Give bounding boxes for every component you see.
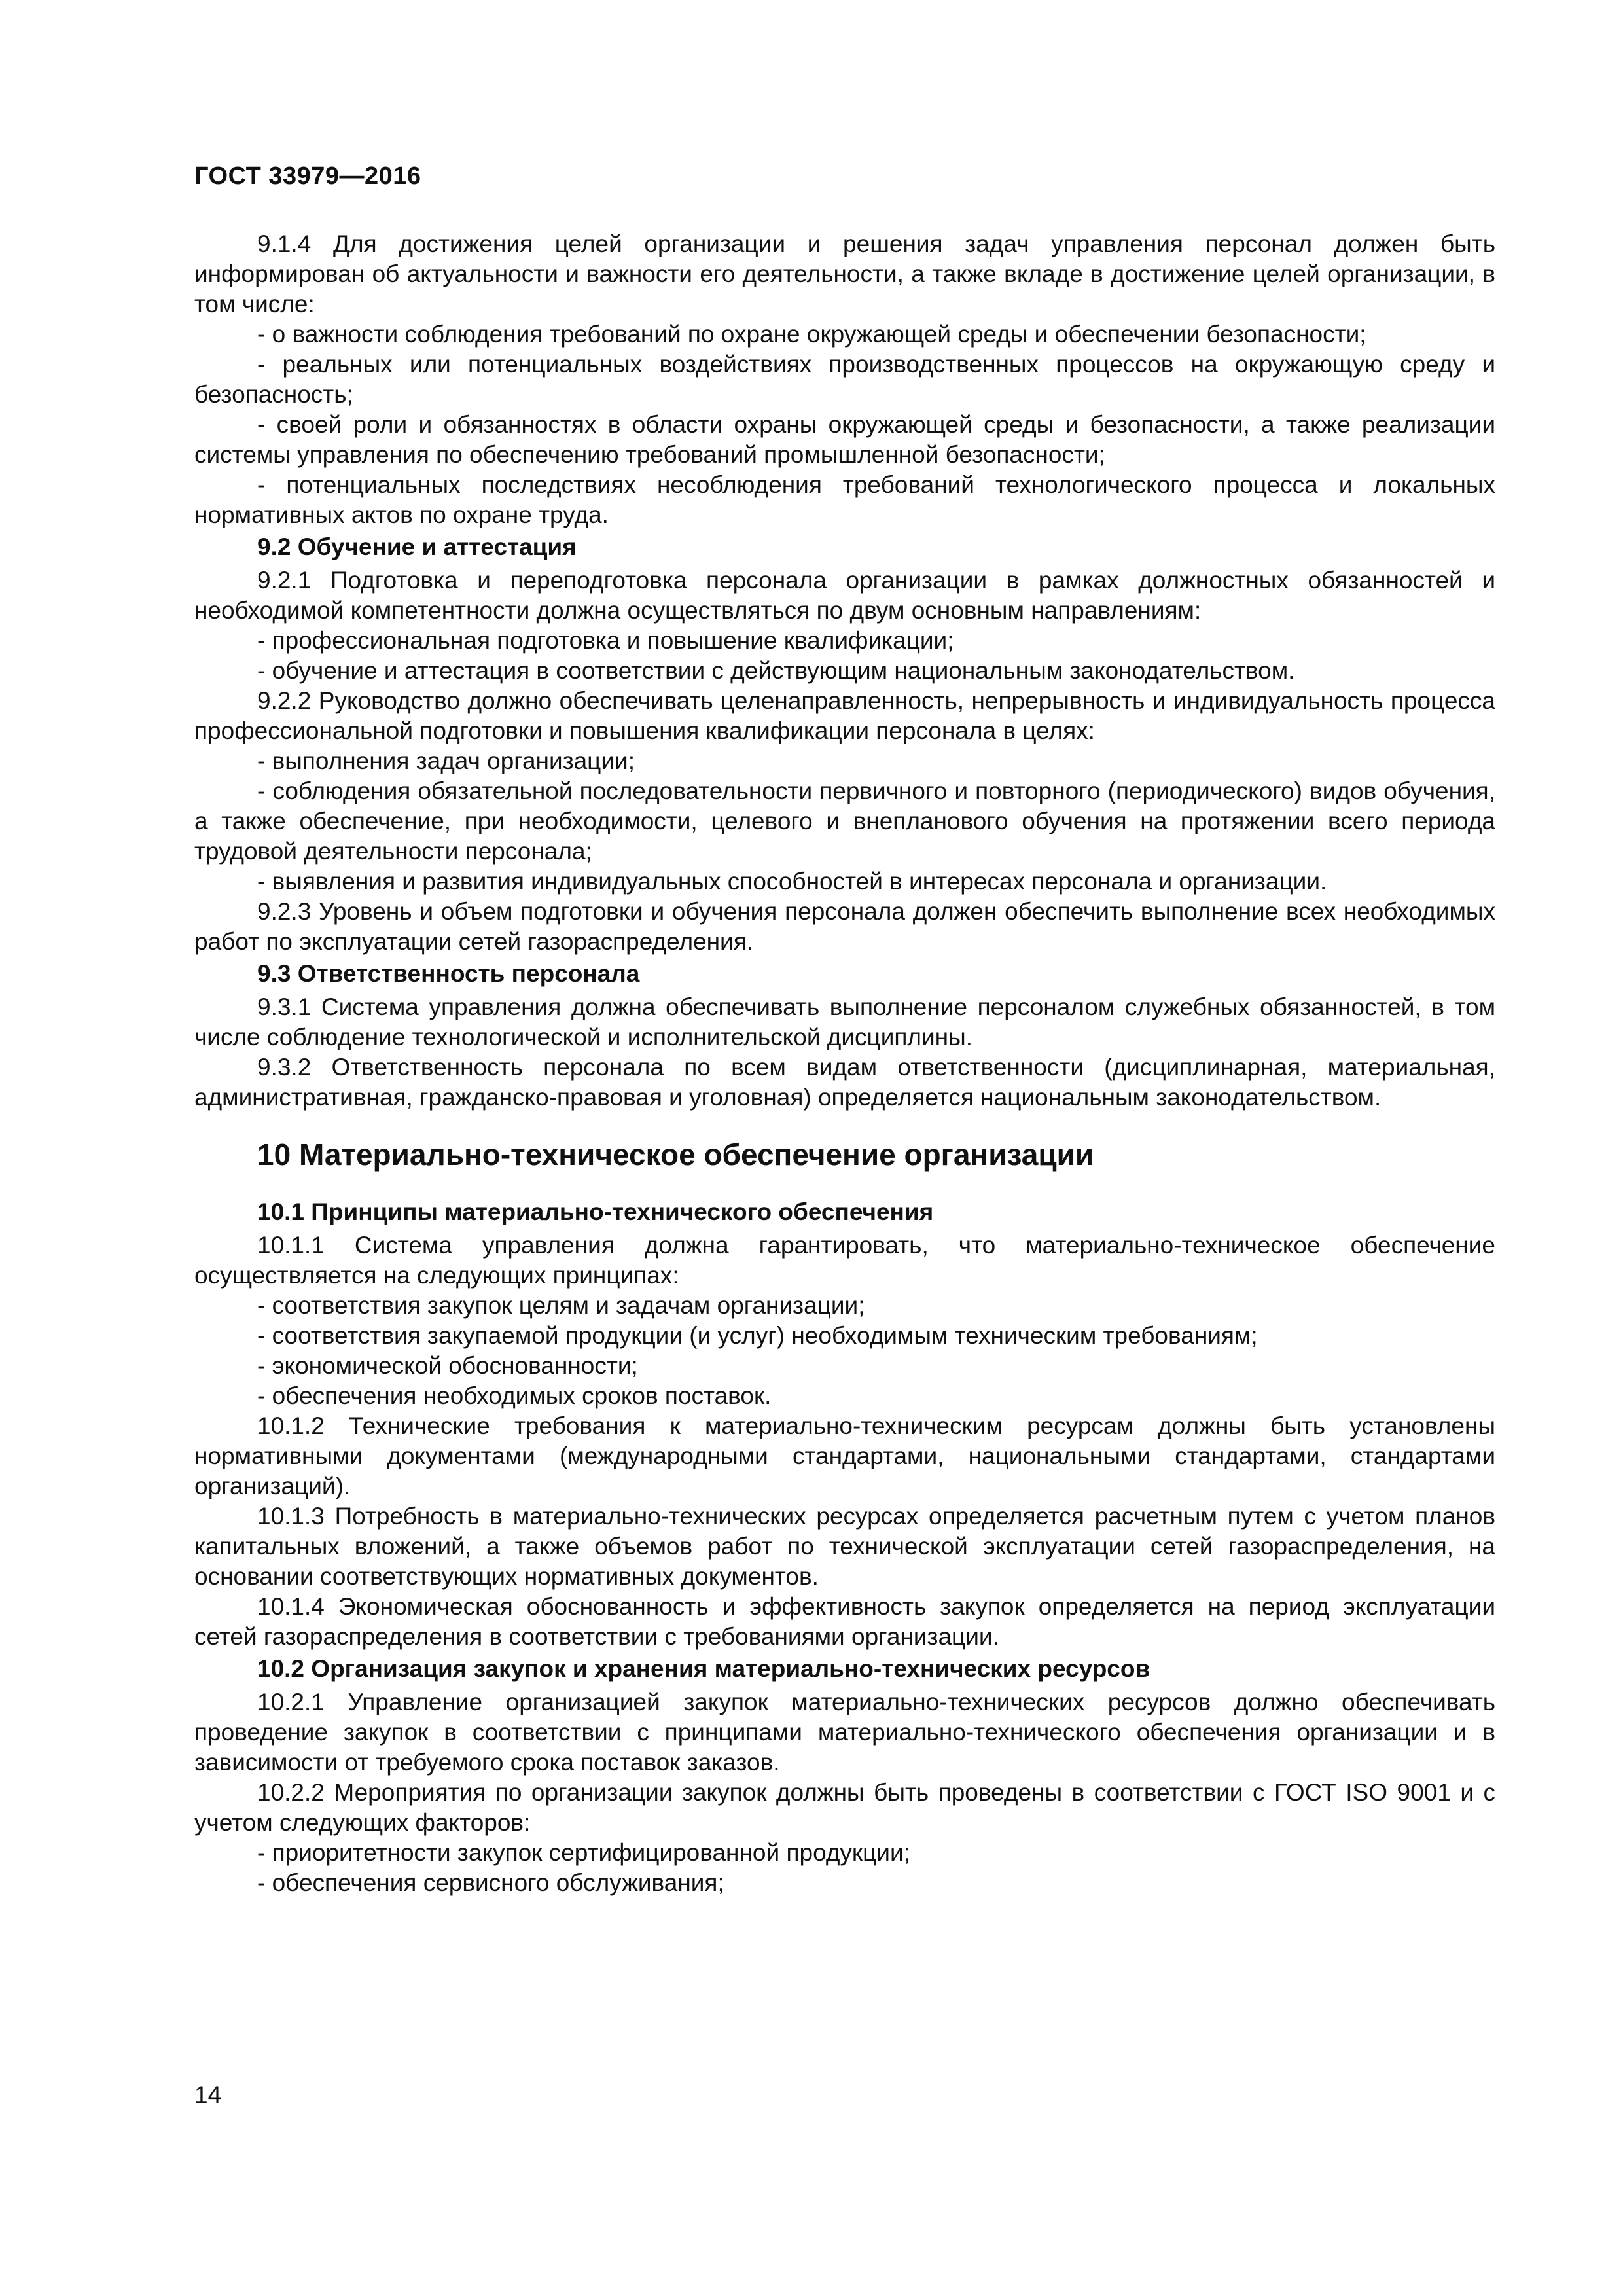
paragraph-10-1-1: 10.1.1 Система управления должна гарантировать, что материально-техническое обеспечение осуществляется на следующих принципах: <box>194 1232 1495 1289</box>
paragraph-9-2-1: 9.2.1 Подготовка и переподготовка персонала организации в рамках должностных обязанностей и необходимой компетентности должна осуществляться по двум основным направлениям: <box>194 567 1495 624</box>
list-item: - соответствия закупок целям и задачам организации; <box>257 1292 865 1319</box>
list-item: - экономической обоснованности; <box>257 1352 638 1379</box>
heading-10-2: 10.2 Организация закупок и хранения материально-технических ресурсов <box>257 1655 1150 1682</box>
heading-9-2: 9.2 Обучение и аттестация <box>257 533 577 560</box>
page-content <box>194 229 1495 1898</box>
paragraph-9-2-2: 9.2.2 Руководство должно обеспечивать целенаправленность, непрерывность и индивидуальность процесса профессиональной подготовки и повышения квалификации персонала в целях: <box>194 687 1495 744</box>
page-number: 14 <box>194 2081 222 2108</box>
list-item: - реальных или потенциальных воздействиях производственных процессов на окружающую среду и безопасность; <box>194 351 1495 408</box>
paragraph-9-3-2: 9.3.2 Ответственность персонала по всем видам ответственности (дисциплинарная, материальная, административная, гражданско-правовая и уголовная) определяется национальным законодательством. <box>194 1054 1495 1111</box>
list-item: - соответствия закупаемой продукции (и услуг) необходимым техническим требованиям; <box>257 1322 1258 1349</box>
paragraph-9-1-4: 9.1.4 Для достижения целей организации и решения задач управления персонал должен быть информирован об актуальности и важности его деятельности, а также вкладе в достижение целей организации, в том числе: <box>194 230 1495 317</box>
list-item: - соблюдения обязательной последовательности первичного и повторного (периодического) видов обучения, а также обеспечение, при необходимости, целевого и внепланового обучения на протяжении всего периода трудовой деятельности персонала; <box>194 778 1495 865</box>
list-item: - обеспечения необходимых сроков поставок. <box>257 1382 772 1409</box>
document-header: ГОСТ 33979—2016 <box>194 162 421 190</box>
heading-9-3: 9.3 Ответственность персонала <box>257 960 640 987</box>
list-item: - профессиональная подготовка и повышение квалификации; <box>257 627 954 654</box>
list-item: - обучение и аттестация в соответствии с действующим национальным законодательством. <box>257 657 1295 684</box>
paragraph-10-2-1: 10.2.1 Управление организацией закупок материально-технических ресурсов должно обеспечивать проведение закупок в соответствии с принципами материально-технического обеспечения организации и в зависимости от требуемого срока поставок заказов. <box>194 1689 1495 1776</box>
list-item: - о важности соблюдения требований по охране окружающей среды и обеспечении безопасности; <box>257 321 1366 348</box>
list-item: - потенциальных последствиях несоблюдения требований технологического процесса и локальных нормативных актов по охране труда. <box>194 471 1495 528</box>
paragraph-10-1-4: 10.1.4 Экономическая обоснованность и эффективность закупок определяется на период эксплуатации сетей газораспределения в соответствии с требованиями организации. <box>194 1593 1495 1650</box>
list-item: - приоритетности закупок сертифицированной продукции; <box>257 1839 910 1866</box>
heading-section-10: 10 Материально-техническое обеспечение организации <box>257 1138 1094 1172</box>
paragraph-9-2-3: 9.2.3 Уровень и объем подготовки и обучения персонала должен обеспечить выполнение всех необходимых работ по эксплуатации сетей газораспределения. <box>194 898 1495 955</box>
list-item: - выявления и развития индивидуальных способностей в интересах персонала и организации. <box>257 868 1327 895</box>
paragraph-9-3-1: 9.3.1 Система управления должна обеспечивать выполнение персоналом служебных обязанностей, в том числе соблюдение технологической и исполнительской дисциплины. <box>194 994 1495 1050</box>
paragraph-10-2-2: 10.2.2 Мероприятия по организации закупок должны быть проведены в соответствии с ГОСТ ISO 9001 и с учетом следующих факторов: <box>194 1779 1495 1836</box>
paragraph-10-1-2: 10.1.2 Технические требования к материально-техническим ресурсам должны быть установлены нормативными документами (международными стандартами, национальными стандартами, стандартами организаций). <box>194 1412 1495 1499</box>
paragraph-10-1-3: 10.1.3 Потребность в материально-технических ресурсах определяется расчетным путем с учетом планов капитальных вложений, а также объемов работ по технической эксплуатации сетей газораспределения, на основании соответствующих нормативных документов. <box>194 1503 1495 1590</box>
list-item: - обеспечения сервисного обслуживания; <box>257 1869 724 1896</box>
list-item: - выполнения задач организации; <box>257 747 635 774</box>
heading-10-1: 10.1 Принципы материально-технического обеспечения <box>257 1198 934 1225</box>
list-item: - своей роли и обязанностях в области охраны окружающей среды и безопасности, а также реализации системы управления по обеспечению требований промышленной безопасности; <box>194 411 1495 468</box>
